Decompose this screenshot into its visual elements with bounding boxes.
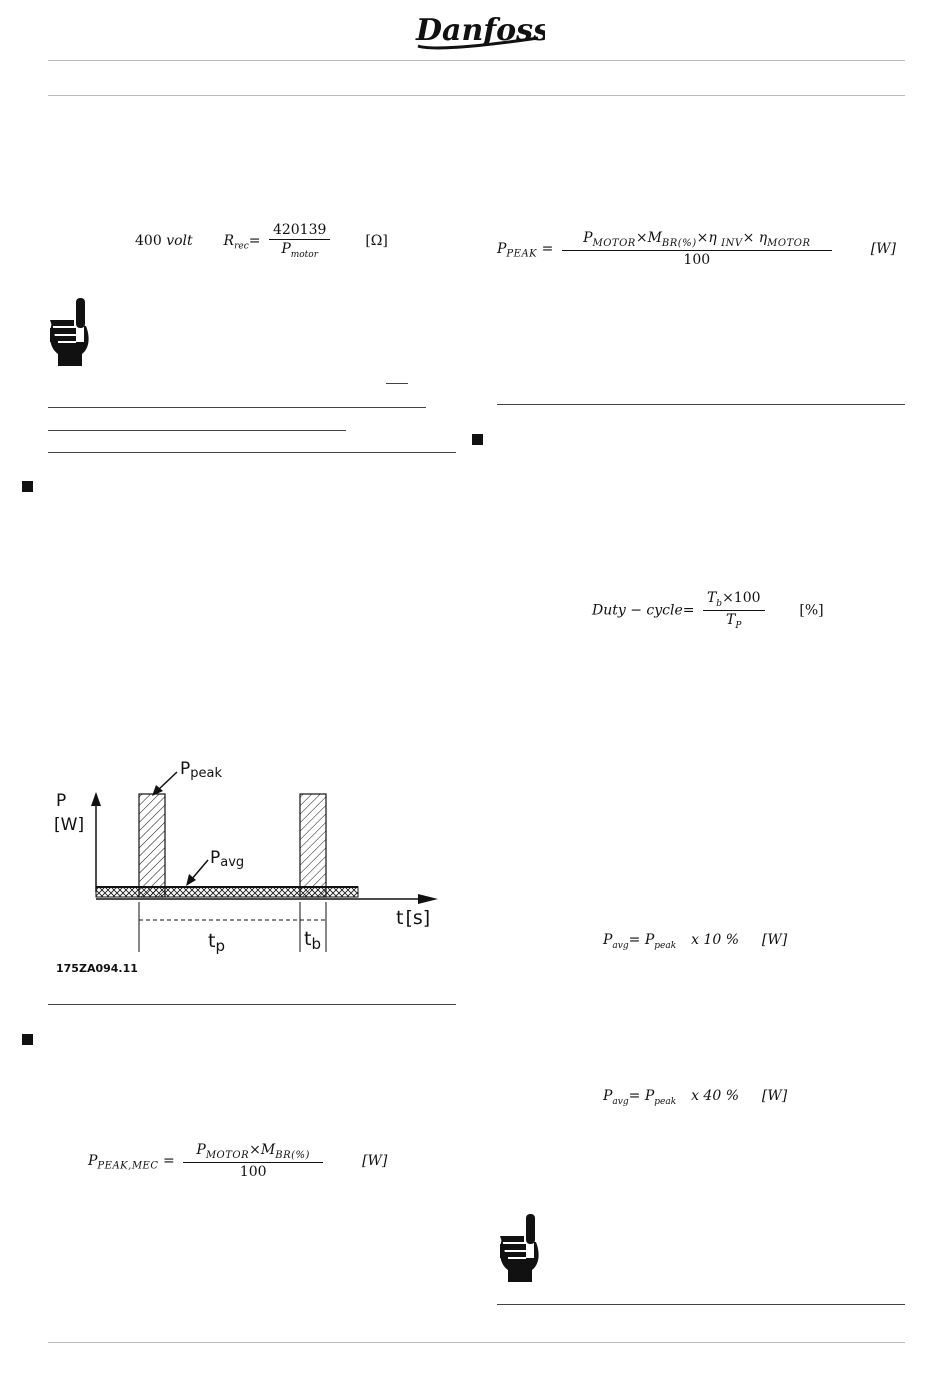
left-section-rule-2 bbox=[48, 1004, 456, 1005]
left-section-rule-1 bbox=[48, 452, 456, 453]
formula-rrec-den-sub: motor bbox=[290, 249, 319, 260]
formula-peak-num-motor: MOTOR bbox=[592, 237, 636, 249]
formula-peak-num-inv: INV bbox=[721, 237, 743, 249]
square-bullet-icon bbox=[22, 481, 33, 492]
formula-avg-10-unit: [W] bbox=[761, 932, 788, 948]
formula-rrec-fraction bbox=[269, 222, 330, 260]
footer-rule bbox=[48, 1342, 905, 1343]
ppeak-pointer bbox=[158, 772, 177, 790]
right-section-rule-2 bbox=[497, 1304, 905, 1305]
peak-bar-1 bbox=[139, 794, 165, 897]
right-section-rule-1 bbox=[497, 404, 905, 405]
formula-peak: $P_{PEAK}$ = $\frac{P_{MOTOR}\times M_{BR(\%)}\times\eta _{INV}\times \eta_{MOTOR}}{100}$ [W] bbox=[497, 230, 897, 268]
pavg-pointer bbox=[191, 860, 208, 880]
formula-peak-mec-fraction: $\frac{P_{MOTOR}\times M_{BR(\%)}}{100}$ bbox=[183, 1142, 323, 1180]
formula-peak-unit: [W] bbox=[870, 240, 897, 257]
formula-duty-unit: [%] bbox=[799, 602, 824, 619]
formula-peak-denominator: 100 bbox=[683, 251, 711, 268]
formula-peak-mec-unit: [W] bbox=[362, 1152, 388, 1169]
formula-duty-num: T bbox=[706, 590, 717, 606]
formula-peak-lhs-sub: PEAK bbox=[506, 248, 538, 260]
formula-duty-fraction bbox=[703, 590, 765, 631]
tp-label: $t_p$ bbox=[208, 930, 225, 955]
figure-code: 175ZA094.11 bbox=[56, 962, 138, 975]
x-axis-arrow bbox=[418, 894, 438, 904]
formula-avg-10-lhs-sub: avg bbox=[612, 940, 629, 951]
formula-peak-mec-lhs: P bbox=[88, 1152, 98, 1169]
formula-avg-40-factor: x 40 % bbox=[691, 1088, 739, 1104]
y-axis-label: P bbox=[56, 791, 67, 811]
redacted-line-short bbox=[386, 383, 408, 384]
formula-avg-40-lhs: P bbox=[603, 1088, 613, 1104]
y-axis-arrow bbox=[91, 792, 101, 806]
formula-avg-10-lhs: P bbox=[603, 932, 613, 948]
square-bullet-icon bbox=[472, 434, 483, 445]
formula-avg-10-factor: x 10 % bbox=[691, 932, 739, 948]
formula-avg-10: $P_{avg}= P_{peak}$ x 10 % [W] bbox=[603, 932, 788, 951]
formula-duty-cycle: Duty − cycle= $\frac{T_b\times 100}{T_P}$ [%] bbox=[592, 590, 824, 631]
formula-rrec-lhs-sub: rec bbox=[234, 241, 249, 252]
formula-avg-40: $P_{avg}= P_{peak}$ x 40 % [W] bbox=[603, 1088, 788, 1107]
formula-peak-mec-num-b: M bbox=[260, 1142, 276, 1158]
formula-avg-10-rhs: P bbox=[644, 932, 655, 948]
formula-rrec-numerator: 420139 bbox=[269, 222, 330, 240]
formula-duty-lhs: Duty − cycle bbox=[592, 602, 683, 619]
formula-peak-mec: $P_{PEAK,MEC}$ = $\frac{P_{MOTOR}\times M_{BR(\%)}}{100}$ [W] bbox=[88, 1142, 388, 1180]
formula-duty-num-tail: ×100 bbox=[722, 590, 761, 606]
formula-avg-40-rhs: P bbox=[644, 1088, 655, 1104]
formula-rrec-voltage-unit: volt bbox=[166, 232, 193, 249]
y-axis-unit: [W] bbox=[54, 815, 85, 835]
redacted-line-2 bbox=[48, 430, 346, 431]
x-axis-label: t [s] bbox=[396, 907, 431, 929]
formula-peak-mec-num-b-sub: BR(%) bbox=[275, 1149, 310, 1161]
formula-peak-num-br: BR(%) bbox=[661, 237, 697, 249]
header-rule-bottom bbox=[48, 95, 905, 96]
formula-peak-lhs: P bbox=[497, 240, 507, 257]
pointing-hand-icon bbox=[496, 1214, 542, 1282]
formula-rrec-denominator: P bbox=[281, 241, 291, 257]
formula-peak-num-motor-eff: MOTOR bbox=[767, 237, 811, 249]
formula-peak-fraction: $\frac{P_{MOTOR}\times M_{BR(\%)}\times\eta _{INV}\times \eta_{MOTOR}}{100}$ bbox=[562, 230, 832, 268]
pavg-label: Pavg bbox=[210, 848, 245, 870]
formula-avg-40-unit: [W] bbox=[761, 1088, 788, 1104]
formula-peak-mec-num-a-sub: MOTOR bbox=[205, 1149, 250, 1161]
redacted-line-1 bbox=[48, 407, 426, 408]
tb-label: $t_b$ bbox=[304, 928, 321, 953]
formula-peak-mec-denominator: 100 bbox=[239, 1163, 267, 1180]
formula-rrec-lhs: R bbox=[223, 232, 235, 249]
power-duty-chart bbox=[48, 752, 448, 982]
formula-rrec-unit: [Ω] bbox=[365, 232, 388, 249]
peak-bar-2 bbox=[300, 794, 326, 897]
formula-avg-10-rhs-sub: peak bbox=[654, 940, 677, 951]
formula-peak-mec-lhs-sub: PEAK,MEC bbox=[97, 1160, 159, 1172]
formula-avg-40-lhs-sub: avg bbox=[612, 1096, 629, 1107]
formula-duty-num-sub: b bbox=[716, 598, 723, 609]
formula-duty-den: T bbox=[726, 611, 736, 628]
square-bullet-icon bbox=[22, 1034, 33, 1045]
formula-avg-40-rhs-sub: peak bbox=[654, 1096, 677, 1107]
pointing-hand-icon bbox=[46, 298, 92, 366]
formula-duty-den-sub: P bbox=[735, 620, 742, 631]
brand-logo-text: Danfoss bbox=[416, 13, 545, 48]
brand-logo bbox=[410, 8, 545, 54]
formula-rrec: 400 volt $R_{rec}=$ $\frac{420139}{P_{motor}}$ [Ω] bbox=[135, 222, 388, 260]
header-rule-top bbox=[48, 60, 905, 61]
formula-rrec-voltage: 400 bbox=[135, 232, 162, 249]
ppeak-label: Ppeak bbox=[180, 759, 223, 781]
formula-peak-mec-num-a: P bbox=[196, 1142, 206, 1158]
